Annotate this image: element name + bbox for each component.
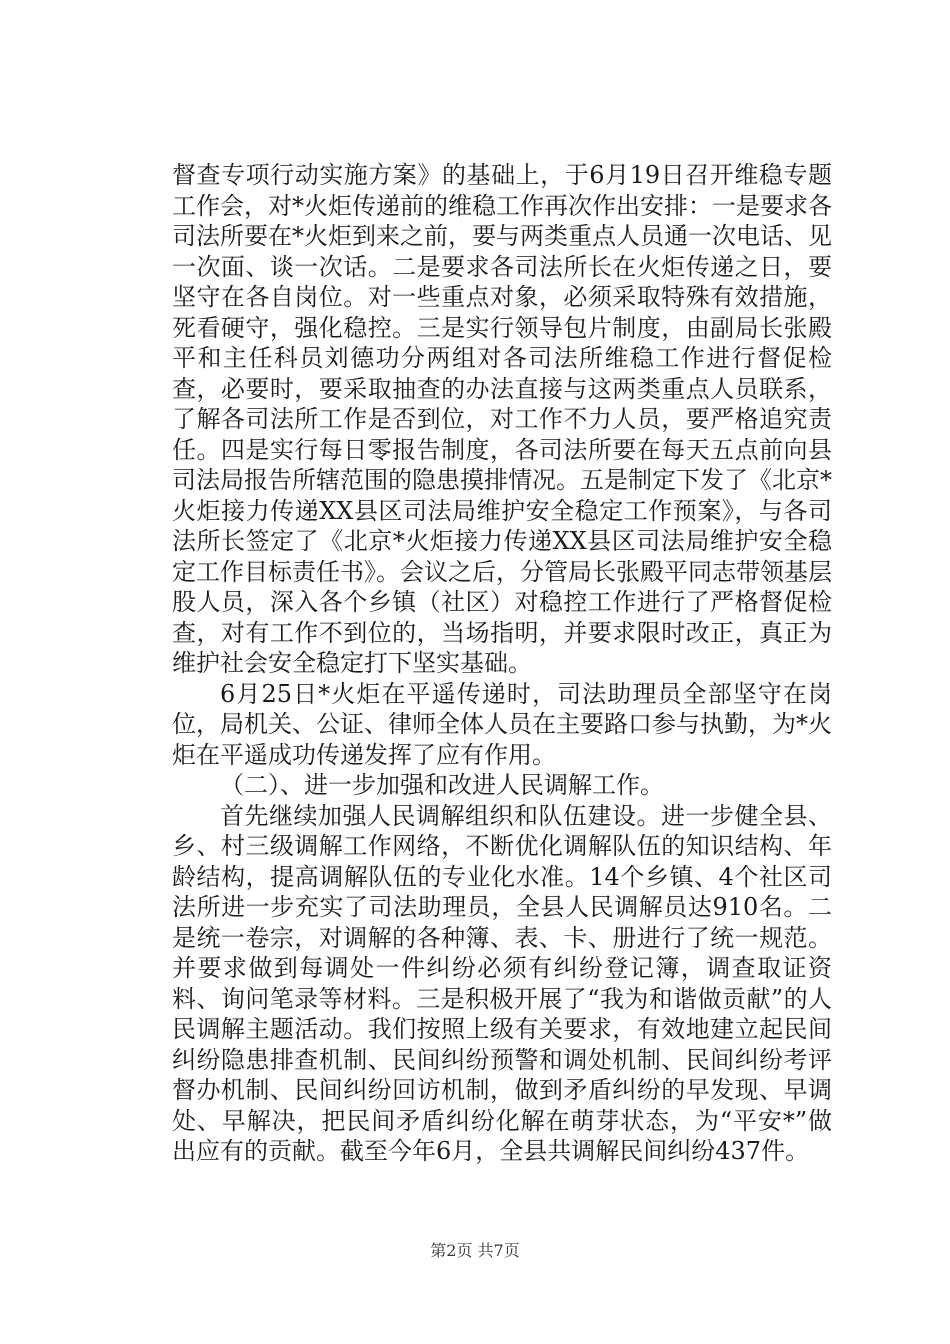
section-heading-mediation: （二）、进一步加强和改进人民调解工作。 (220, 771, 664, 799)
page-number-footer: 第2页 共7页 (430, 1241, 520, 1260)
paragraph-torch-relay: 6月25日*火炬在平遥传递时，司法助理员全部坚守在岗位，局机关、公证、律师全体人员在主要路口参与执勤，为*火炬在平遥成功传递发挥了应有作用。 (172, 679, 832, 769)
paragraph-mediation: 首先继续加强人民调解组织和队伍建设。进一步健全县、乡、村三级调解工作网络，不断优化调解队伍的知识结构、年龄结构，提高调解队伍的专业化水准。14个乡镇、4个社区司法所进一步充实了司法助理员，全县人民调解员达910名。二是统一卷宗，对调解的各种簿、表、卡、册进行了统一规范。并要求做到每调处一件纠纷必须有纠纷登记簿，调查取证资料、询问笔录等材料。三是积极开展了“我为和谐做贡献”的人民调解主题活动。我们按照上级有关要求，有效地建立起民间纠纷隐患排查机制、民间纠纷预警和调处机制、民间纠纷考评督办机制、民间纠纷回访机制，做到矛盾纠纷的早发现、早调处、早解决，把民间矛盾纠纷化解在萌芽状态，为“平安*”做出应有的贡献。截至今年6月，全县共调解民间纠纷437件。 (172, 801, 832, 1165)
paragraph-continuation: 督查专项行动实施方案》的基础上，于6月19日召开维稳专题工作会，对*火炬传递前的维稳工作再次作出安排：一是要求各司法所要在*火炬到来之前，要与两类重点人员通一次电话、见一次面、谈一次话。二是要求各司法所长在火炬传递之日，要坚守在各自岗位。对一些重点对象，必须采取特殊有效措施，死看硬守，强化稳控。三是实行领导包片制度，由副局长张殿平和主任科员刘德功分两组对各司法所维稳工作进行督促检查，必要时，要采取抽查的办法直接与这两类重点人员联系，了解各司法所工作是否到位，对工作不力人员，要严格追究责任。四是实行每日零报告制度，各司法所要在每天五点前向县司法局报告所辖范围的隐患摸排情况。五是制定下发了《北京*火炬接力传递XX县区司法局维护安全稳定工作预案》，与各司法所长签定了《北京*火炬接力传递XX县区司法局维护安全稳定工作目标责任书》。会议之后，分管局长张殿平同志带领基层股人员，深入各个乡镇（社区）对稳控工作进行了严格督促检查，对有工作不到位的，当场指明，并要求限时改正，真正为维护社会安全稳定打下坚实基础。 (172, 161, 832, 677)
document-body (172, 160, 832, 1167)
